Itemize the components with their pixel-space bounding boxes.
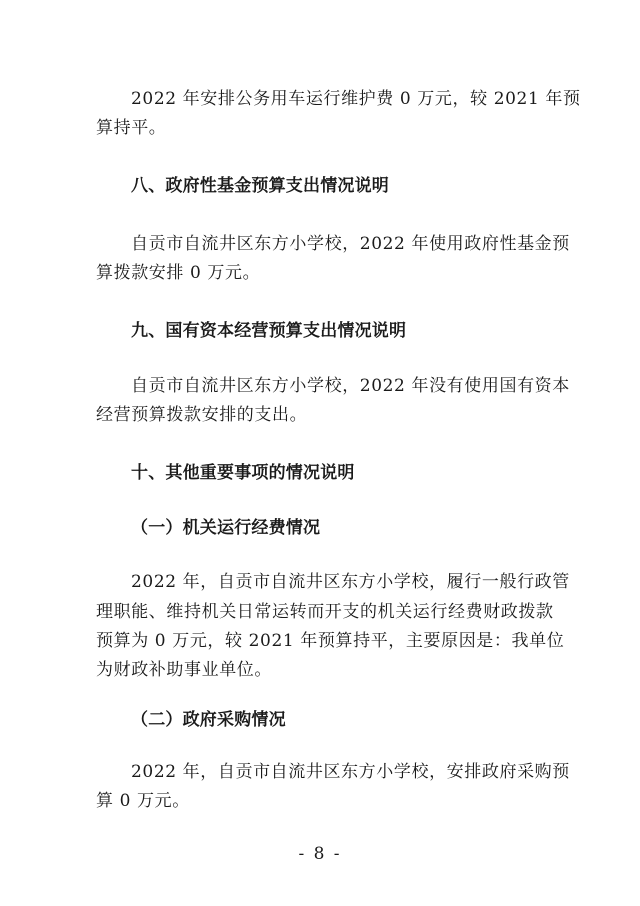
paragraph-operating-cost-line-1: 2022 年，自贡市自流井区东方小学校，履行一般行政管 [131,572,570,592]
paragraph-procurement-line-1: 2022 年，自贡市自流井区东方小学校，安排政府采购预 [131,762,570,782]
paragraph-vehicle-cost-line-2: 算持平。 [96,118,167,138]
paragraph-state-capital-line-1: 自贡市自流井区东方小学校，2022 年没有使用国有资本 [131,376,570,396]
paragraph-procurement-line-2: 算 0 万元。 [96,791,190,811]
paragraph-fund-budget-line-1: 自贡市自流井区东方小学校，2022 年使用政府性基金预 [131,234,570,254]
section-heading-10: 十、其他重要事项的情况说明 [131,463,355,483]
paragraph-vehicle-cost-line-1: 2022 年安排公务用车运行维护费 0 万元，较 2021 年预 [131,89,581,109]
paragraph-operating-cost-line-3: 预算为 0 万元，较 2021 年预算持平，主要原因是：我单位 [96,631,565,651]
paragraph-fund-budget-line-2: 算拨款安排 0 万元。 [96,263,261,283]
section-heading-8: 八、政府性基金预算支出情况说明 [131,176,389,196]
paragraph-operating-cost-line-2: 理职能、维持机关日常运转而开支的机关运行经费财政拨款 [96,602,554,622]
paragraph-state-capital-line-2: 经营预算拨款安排的支出。 [96,405,308,425]
page-number: - 8 - [298,844,342,864]
subsection-heading-1: （一）机关运行经费情况 [131,518,321,538]
section-heading-9: 九、国有资本经营预算支出情况说明 [131,321,407,341]
subsection-heading-2: （二）政府采购情况 [131,710,286,730]
paragraph-operating-cost-line-4: 为财政补助事业单位。 [96,660,272,680]
